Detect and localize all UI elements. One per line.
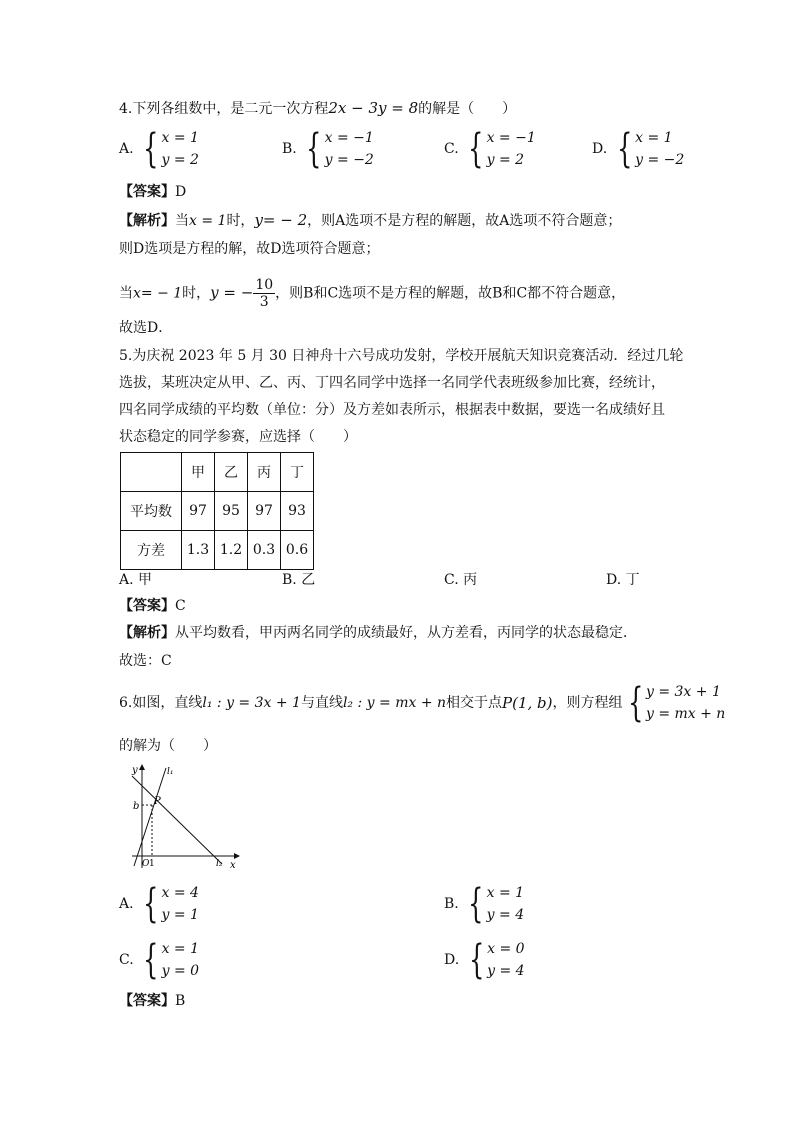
q5-stem-3: 四名同学成绩的平均数（单位：分）及方差如表所示，根据表中数据，要选一名成绩好且 bbox=[119, 402, 665, 418]
answer-tag: 【答案】 bbox=[119, 184, 175, 200]
table-header-row bbox=[121, 453, 314, 492]
option-eq2: y = 2 bbox=[161, 152, 199, 168]
text: 时， bbox=[182, 285, 211, 302]
q6-line-l2: l₂ : y = mx + n bbox=[342, 695, 447, 711]
q6-option-a: A. { x = 4 y = 1 bbox=[119, 881, 199, 927]
option-eq1: x = −1 bbox=[486, 130, 536, 146]
table-cell: 1.2 bbox=[215, 531, 248, 570]
q6-option-b: B. { x = 1 y = 4 bbox=[444, 881, 525, 927]
system-eq2: y = mx + n bbox=[645, 706, 726, 722]
option-eq1: x = 0 bbox=[487, 941, 525, 957]
text: 与直线 bbox=[300, 695, 343, 711]
table-cell: 93 bbox=[281, 492, 314, 531]
q6-option-c: C. { x = 1 y = 0 bbox=[119, 937, 200, 983]
q4-option-d: D. { x = 1 y = −2 bbox=[592, 126, 685, 172]
label-x: x bbox=[230, 860, 236, 870]
option-eq2: y = 1 bbox=[161, 907, 199, 923]
q6-point: P(1, b) bbox=[502, 694, 553, 712]
q5-answer bbox=[119, 596, 186, 616]
option-label: C. bbox=[119, 952, 134, 968]
option-eq2: y = 0 bbox=[161, 963, 200, 979]
table-row bbox=[121, 531, 314, 570]
table-cell: 97 bbox=[182, 492, 215, 531]
analysis-tag: 【解析】 bbox=[119, 625, 175, 641]
option-eq1: x = 1 bbox=[161, 130, 199, 146]
q4-option-a: A. { x = 1 y = 2 bbox=[119, 126, 199, 172]
option-eq1: x = 1 bbox=[635, 130, 673, 146]
q4-equation: 2x − 3y = 8 bbox=[328, 99, 419, 117]
q6-stem bbox=[119, 680, 726, 726]
q6-option-d: D. { x = 0 y = 4 bbox=[444, 937, 525, 983]
table-cell: 97 bbox=[248, 492, 281, 531]
q4-analysis-2: 则D选项是方程的解，故D选项符合题意； bbox=[119, 241, 380, 257]
q4-stem bbox=[119, 98, 516, 119]
option-eq2: y = −2 bbox=[324, 152, 374, 168]
q5-option-b: B. 乙 bbox=[282, 572, 316, 588]
text: 时， bbox=[226, 213, 255, 229]
option-eq2: y = 4 bbox=[486, 907, 525, 923]
q4-stem-prefix: 4.下列各组数中，是二元一次方程 bbox=[119, 101, 329, 117]
text: ，则B和C选项不是方程的解题，故B和C都不符合题意， bbox=[275, 285, 626, 302]
table-row bbox=[121, 492, 314, 531]
table-header-cell: 甲 bbox=[182, 453, 215, 492]
q4-option-c: C. { x = −1 y = 2 bbox=[444, 126, 536, 172]
option-eq2: y = 4 bbox=[487, 963, 525, 979]
label-l1: l₁ bbox=[167, 767, 174, 777]
table-cell: 0.6 bbox=[281, 531, 314, 570]
option-eq2: y = −2 bbox=[635, 152, 685, 168]
label-b: b bbox=[133, 801, 140, 812]
analysis-text: 从平均数看，甲丙两名同学的成绩最好，从方差看，丙同学的状态最稳定． bbox=[175, 625, 637, 641]
answer-value: D bbox=[175, 184, 187, 200]
answer-tag: 【答案】 bbox=[119, 598, 175, 614]
x-axis-arrow bbox=[234, 853, 240, 859]
math: y= − 2 bbox=[254, 211, 308, 229]
option-eq1: x = −1 bbox=[324, 130, 374, 146]
table-header-cell bbox=[121, 453, 182, 492]
q5-stem-2: 选拔，某班决定从甲、乙、丙、丁四名同学中选择一名同学代表班级参加比赛，经统计， bbox=[119, 375, 665, 391]
q5-conclusion: 故选：C bbox=[119, 653, 172, 669]
q4-conclusion: 故选D． bbox=[119, 320, 173, 336]
table-cell: 0.3 bbox=[248, 531, 281, 570]
denominator: 3 bbox=[259, 294, 269, 310]
q6-equation-system: { y = 3x + 1 y = mx + n bbox=[627, 680, 726, 726]
q5-stem-1: 5.为庆祝 2023 年 5 月 30 日神舟十六号成功发射，学校开展航天知识竞赛活动．经过几轮 bbox=[119, 348, 684, 364]
y-axis-arrow bbox=[139, 764, 145, 770]
system-eq1: y = 3x + 1 bbox=[645, 684, 721, 700]
option-label: D. bbox=[592, 141, 608, 157]
q5-option-d: D. 丁 bbox=[606, 572, 640, 588]
label-p: P bbox=[154, 796, 161, 807]
text: ，则A选项不是方程的解题，故A选项不符合题意； bbox=[307, 213, 622, 229]
text: 当 bbox=[119, 285, 133, 302]
option-eq1: x = 1 bbox=[486, 885, 525, 901]
table-cell: 1.3 bbox=[182, 531, 215, 570]
option-label: B. bbox=[444, 896, 459, 912]
q5-option-c: C. 丙 bbox=[444, 572, 478, 588]
table-cell: 95 bbox=[215, 492, 248, 531]
answer-value: B bbox=[175, 993, 186, 1009]
text: ，则方程组 bbox=[552, 695, 623, 711]
q4-option-b: B. { x = −1 y = −2 bbox=[282, 126, 374, 172]
q4-answer bbox=[119, 182, 186, 202]
math: x = 1 bbox=[189, 213, 227, 229]
q5-analysis bbox=[119, 623, 637, 643]
q4-stem-suffix: 的解是（ ） bbox=[418, 101, 517, 117]
option-eq1: x = 4 bbox=[161, 885, 199, 901]
text: 相交于点 bbox=[446, 695, 503, 711]
answer-tag: 【答案】 bbox=[119, 993, 175, 1009]
table-header-cell: 丙 bbox=[248, 453, 281, 492]
q5-option-a: A. 甲 bbox=[119, 572, 153, 588]
option-eq2: y = 2 bbox=[486, 152, 525, 168]
math: x= − 1 bbox=[133, 285, 183, 302]
table-header-cell: 丁 bbox=[281, 453, 314, 492]
q5-stats-table bbox=[120, 452, 314, 570]
math: y = − bbox=[210, 283, 254, 302]
q6-figure bbox=[130, 762, 240, 870]
text: 当 bbox=[175, 213, 189, 229]
q6-stem-2: 的解为（ ） bbox=[119, 738, 217, 754]
option-label: B. bbox=[282, 141, 297, 157]
text: 6.如图，直线 bbox=[119, 695, 203, 711]
numerator: 10 bbox=[255, 277, 274, 293]
table-cell: 平均数 bbox=[121, 492, 182, 531]
q4-analysis-3 bbox=[119, 277, 625, 310]
option-label: A. bbox=[119, 896, 134, 912]
option-label: A. bbox=[119, 141, 134, 157]
q4-analysis-1 bbox=[119, 210, 621, 231]
q5-stem-4: 状态稳定的同学参赛，应选择（ ） bbox=[119, 429, 357, 445]
table-cell: 方差 bbox=[121, 531, 182, 570]
q6-line-l1: l₁ : y = 3x + 1 bbox=[202, 695, 301, 711]
table-header-cell: 乙 bbox=[215, 453, 248, 492]
option-eq1: x = 1 bbox=[161, 941, 200, 957]
label-origin: O bbox=[142, 859, 150, 869]
label-l2: l₂ bbox=[216, 859, 223, 869]
q6-answer bbox=[119, 991, 185, 1011]
label-one: 1 bbox=[149, 859, 155, 869]
answer-value: C bbox=[175, 598, 186, 614]
option-label: C. bbox=[444, 141, 459, 157]
analysis-tag: 【解析】 bbox=[119, 213, 175, 229]
line-l2 bbox=[132, 776, 222, 864]
option-label: D. bbox=[444, 952, 460, 968]
fraction bbox=[253, 277, 275, 310]
label-y: y bbox=[132, 765, 138, 776]
